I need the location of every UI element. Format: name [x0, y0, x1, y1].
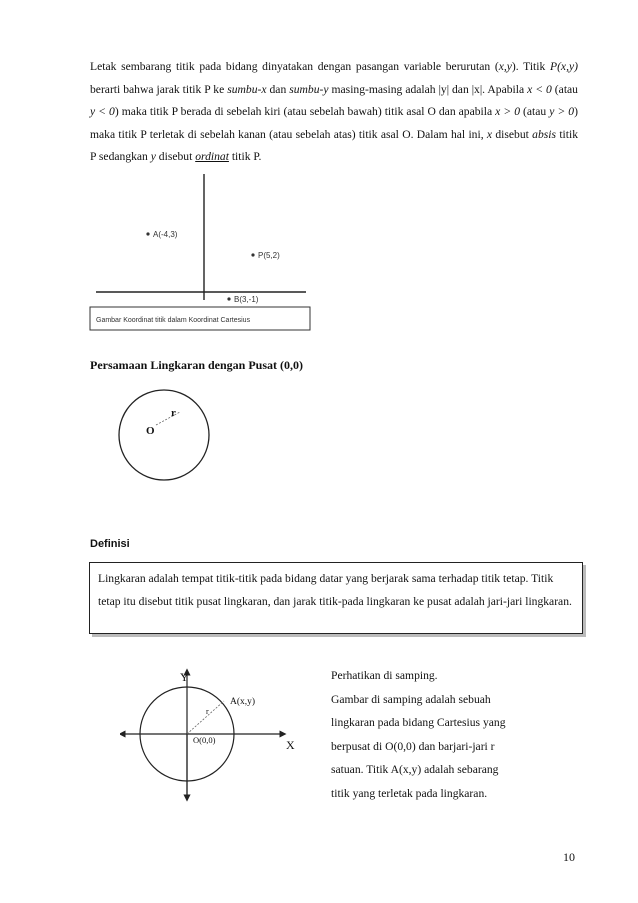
intro-text-11: disebut: [155, 150, 196, 163]
intro-sumbu-y: sumbu-y: [289, 82, 329, 96]
intro-text-3: dan: [266, 82, 290, 96]
intro-absis: absis: [532, 127, 557, 141]
point-b-dot: [227, 297, 230, 300]
intro-text-12: titik P.: [228, 150, 262, 163]
definition-title: Definisi: [90, 538, 130, 550]
radius-line: [187, 701, 224, 734]
radius-line: [156, 412, 180, 425]
point-a-label: A(x,y): [230, 697, 256, 707]
circle-outline: [119, 390, 209, 480]
intro-text-7: (atau: [520, 105, 550, 118]
intro-text-9: disebut: [492, 127, 533, 141]
intro-xy: x,y: [498, 60, 512, 73]
side-line-4: berpusat di O(0,0) dan barjari-jari r: [331, 739, 495, 753]
intro-text-8: ) maka titik P terletak di sebelah kanan (atau sebelah atas) titik asal O. Dalam hal ini,: [90, 105, 578, 141]
definition-box: [89, 562, 583, 634]
side-description: [331, 664, 531, 805]
intro-y: y: [150, 150, 156, 163]
intro-pxy: P(x,y): [549, 60, 578, 73]
intro-x: x: [486, 127, 493, 141]
intro-text-4: masing-masing adalah |y| dan |x|. Apabila: [328, 82, 528, 96]
intro-text-1: Letak sembarang titik pada bidang dinyatakan dengan pasangan variable berurutan (: [90, 60, 499, 73]
point-p-label: P(5,2): [258, 251, 280, 260]
circle-cartesian-figure: [120, 664, 310, 804]
page-number: 10: [563, 850, 575, 864]
intro-text-6: ) maka titik P berada di sebelah kiri (atau sebelah bawah) titik asal O dan apabila: [114, 105, 496, 118]
circle-center-figure: [116, 388, 212, 484]
cartesian-points-figure: [88, 168, 318, 338]
intro-ordinat: ordinat: [195, 150, 229, 163]
side-line-2: Gambar di samping adalah sebuah: [331, 692, 491, 706]
point-b-label: B(3,-1): [234, 295, 259, 304]
intro-text-2: berarti bahwa jarak titik P ke: [90, 82, 228, 96]
intro-sumbu-x: sumbu-x: [227, 82, 267, 96]
y-axis-label: Y: [180, 670, 189, 684]
intro-text-10: titik P sedangkan: [90, 127, 579, 163]
intro-x-gt: x > 0: [495, 105, 521, 118]
point-a-dot: [146, 232, 149, 235]
point-p-dot: [251, 253, 254, 256]
side-line-5: satuan. Titik A(x,y) adalah sebarang: [331, 763, 499, 776]
radius-label: r: [206, 707, 209, 716]
origin-label: O(0,0): [193, 735, 216, 745]
side-line-3: lingkaran pada bidang Cartesius yang: [331, 716, 506, 729]
point-a-label: A(-4,3): [153, 230, 178, 239]
intro-y-lt: y < 0: [90, 105, 115, 118]
figure-caption: Gambar Koordinat titik dalam Koordinat Cartesius: [96, 317, 251, 324]
intro-text-5: (atau: [551, 82, 578, 96]
side-line-1: Perhatikan di samping.: [331, 669, 438, 682]
radius-label: r: [171, 407, 176, 419]
intro-y-gt: y > 0: [549, 105, 575, 118]
section-heading: Persamaan Lingkaran dengan Pusat (0,0): [90, 358, 304, 372]
intro-text-1-end: ). Titik: [511, 60, 550, 73]
intro-x-lt: x < 0: [527, 82, 552, 96]
center-label: O: [146, 425, 155, 437]
x-axis-label: X: [286, 738, 295, 752]
side-line-6: titik yang terletak pada lingkaran.: [331, 786, 488, 800]
intro-paragraph: [90, 56, 578, 169]
definition-text: Lingkaran adalah tempat titik-titik pada bidang datar yang berjarak sama terhadap titik tetap. Titik tetap itu disebut titik pusat lingkaran, dan jarak titik-pada lingkaran ke pusat adalah jari-jari lingkaran.: [98, 572, 572, 608]
